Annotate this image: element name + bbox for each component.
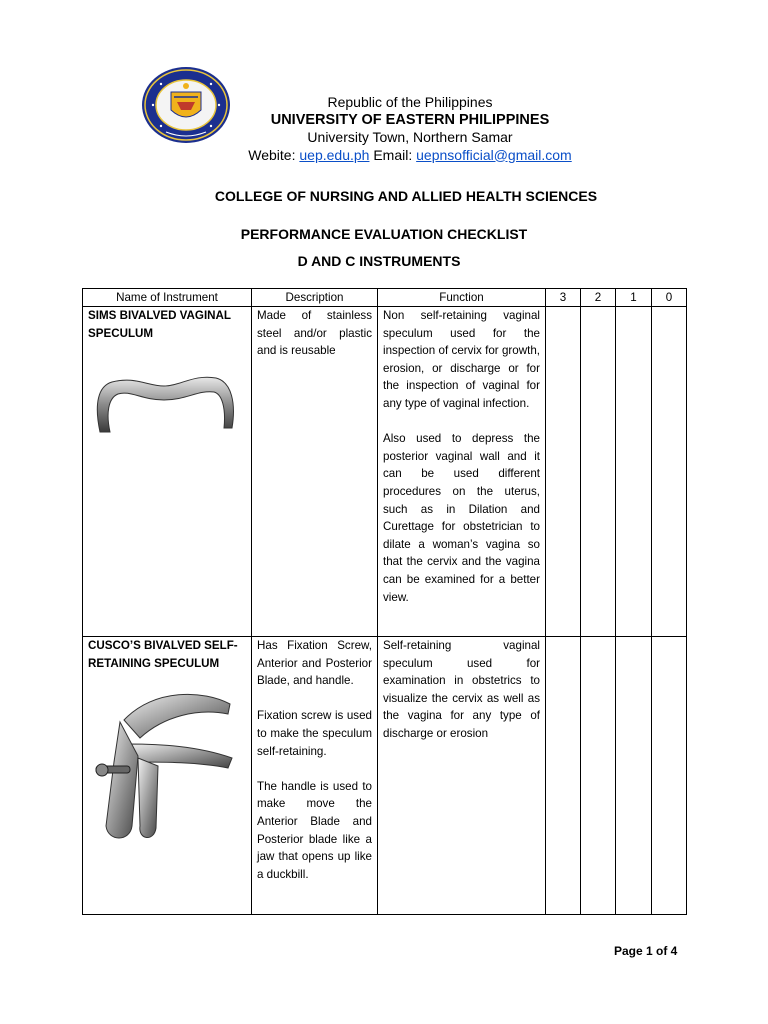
table-row (83, 307, 687, 637)
description-cell (252, 307, 378, 637)
sims-speculum-image (90, 364, 240, 440)
evaluation-table (82, 288, 687, 915)
instrument-name: SIMS BIVALVED VAGINAL SPECULUM (88, 309, 231, 340)
checklist-subtitle: D AND C INSTRUMENTS (297, 253, 461, 269)
score-3-cell[interactable] (546, 307, 581, 637)
description-text: Has Fixation Screw, Anterior and Posterior Blade, and handle. (257, 639, 372, 688)
instrument-name-cell (83, 307, 252, 637)
table-row (83, 637, 687, 915)
page-number: Page 1 of 4 (614, 944, 678, 958)
website-link[interactable]: uep.edu.ph (299, 146, 370, 163)
score-0-cell[interactable] (652, 637, 687, 915)
table-header-row (83, 289, 687, 307)
contact-line (200, 147, 620, 165)
header-score-0: 0 (652, 289, 687, 307)
header-score-1: 1 (616, 289, 652, 307)
letterhead (200, 94, 620, 164)
header-function: Function (378, 289, 546, 307)
header-score-2: 2 (581, 289, 616, 307)
score-0-cell[interactable] (652, 307, 687, 637)
description-text: Made of stainless steel and/or plastic and is reusable (257, 309, 372, 358)
checklist-title: PERFORMANCE EVALUATION CHECKLIST (240, 226, 528, 242)
cusco-speculum-image (94, 686, 234, 846)
header-score-3: 3 (546, 289, 581, 307)
score-2-cell[interactable] (581, 637, 616, 915)
function-text: Also used to depress the posterior vaginal wall and it can be used different procedures on the uterus, such as in Dilation and Curettage for obstetrician to dilate a woman’s vagina so that the cervix and the vagina can be examined for a better view. (383, 432, 540, 604)
header-description: Description (252, 289, 378, 307)
function-text: Non self-retaining vaginal speculum used for the inspection of cervix for growth, erosion, or discharge or for the inspection of vaginal for any type of vaginal infection. (383, 309, 540, 410)
function-text: Self-retaining vaginal speculum used for examination in obstetrics to visualize the cervix as well as the vagina for any type of discharge or erosion (383, 639, 540, 740)
description-text: Fixation screw is used to make the speculum self-retaining. (257, 709, 372, 758)
score-1-cell[interactable] (616, 637, 652, 915)
function-cell (378, 307, 546, 637)
website-label: Webite: (248, 146, 296, 163)
score-1-cell[interactable] (616, 307, 652, 637)
instrument-name-cell (83, 637, 252, 915)
score-2-cell[interactable] (581, 307, 616, 637)
score-3-cell[interactable] (546, 637, 581, 915)
email-label: Email: (373, 146, 413, 163)
description-text: The handle is used to make move the Anterior Blade and Posterior blade like a jaw that opens up like a duckbill. (257, 779, 372, 881)
function-cell (378, 637, 546, 915)
university-town: University Town, Northern Samar (307, 129, 513, 145)
header-name: Name of Instrument (83, 289, 252, 307)
email-link[interactable]: uepnsofficial@gmail.com (416, 146, 572, 163)
republic-line: Republic of the Philippines (327, 94, 493, 110)
university-name: UNIVERSITY OF EASTERN PHILIPPINES (270, 111, 550, 128)
description-cell (252, 637, 378, 915)
college-title: COLLEGE OF NURSING AND ALLIED HEALTH SCIENCES (214, 188, 598, 204)
instrument-name: CUSCO’S BIVALVED SELF-RETAINING SPECULUM (88, 639, 238, 670)
